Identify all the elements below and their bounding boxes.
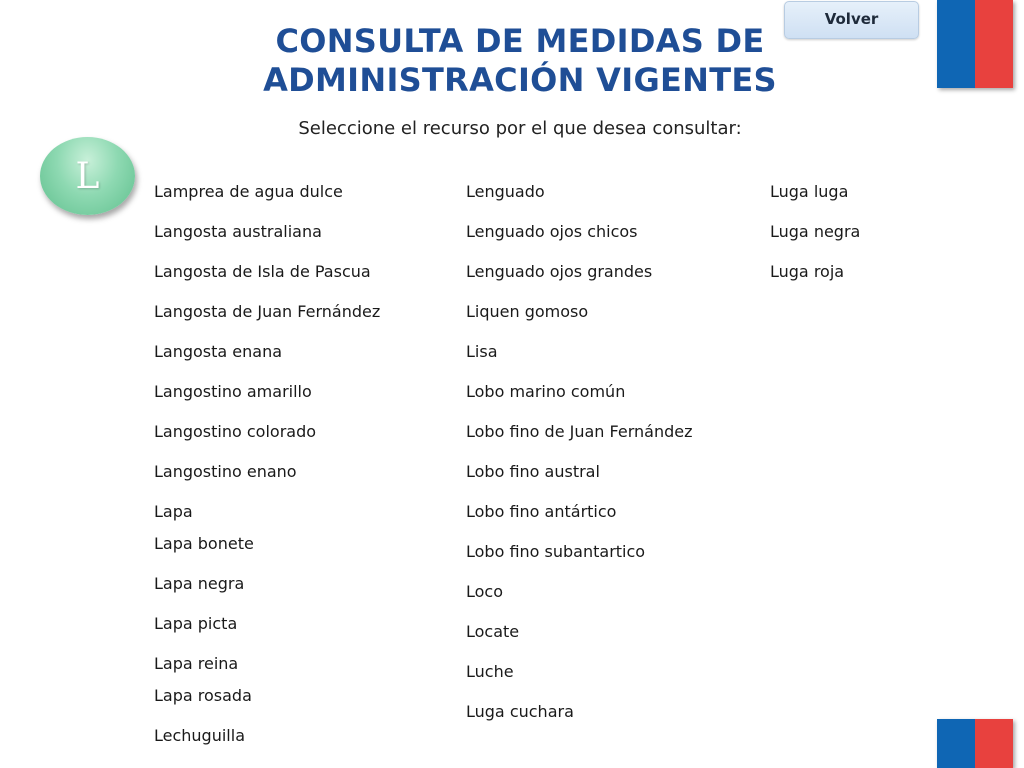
- resource-link[interactable]: Lobo fino antártico: [466, 502, 617, 521]
- resource-link[interactable]: Loco: [466, 582, 504, 601]
- resource-link[interactable]: Langosta enana: [154, 342, 283, 361]
- resource-link[interactable]: Langostino enano: [154, 462, 297, 481]
- page-title-line-1: CONSULTA DE MEDIDAS DE: [275, 22, 765, 60]
- flag-blue-stripe: [937, 719, 975, 768]
- resource-link[interactable]: Luche: [466, 662, 514, 681]
- resource-link[interactable]: Langostino colorado: [154, 422, 317, 441]
- resource-link[interactable]: Lobo fino de Juan Fernández: [466, 422, 693, 441]
- resource-link[interactable]: Langosta de Juan Fernández: [154, 302, 381, 321]
- resource-link[interactable]: Luga luga: [770, 182, 849, 201]
- resource-link[interactable]: Lapa rosada: [154, 686, 252, 705]
- letter-badge: L: [40, 137, 135, 215]
- resource-link[interactable]: Lapa negra: [154, 574, 245, 593]
- resource-link[interactable]: Luga cuchara: [466, 702, 574, 721]
- resource-link[interactable]: Luga roja: [770, 262, 845, 281]
- page-title-line-2: ADMINISTRACIÓN VIGENTES: [263, 61, 777, 99]
- resource-link[interactable]: Lapa: [154, 502, 193, 521]
- resource-link[interactable]: Lapa bonete: [154, 534, 254, 553]
- resource-link[interactable]: Lenguado ojos chicos: [466, 222, 638, 241]
- resource-link[interactable]: Lenguado ojos grandes: [466, 262, 653, 281]
- resource-link[interactable]: Langosta australiana: [154, 222, 322, 241]
- resource-link[interactable]: Lobo marino común: [466, 382, 626, 401]
- resource-link[interactable]: Langosta de Isla de Pascua: [154, 262, 371, 281]
- back-button[interactable]: Volver: [784, 1, 919, 39]
- resource-link[interactable]: Lechuguilla: [154, 726, 245, 745]
- resource-link[interactable]: Lapa picta: [154, 614, 238, 633]
- resource-link[interactable]: Liquen gomoso: [466, 302, 589, 321]
- resource-link[interactable]: Lobo fino austral: [466, 462, 600, 481]
- page-subtitle: Seleccione el recurso por el que desea consultar:: [298, 118, 742, 139]
- chile-flag-bottom-decoration: [937, 719, 1013, 768]
- resource-link[interactable]: Lobo fino subantartico: [466, 542, 646, 561]
- resource-link[interactable]: Lamprea de agua dulce: [154, 182, 343, 201]
- flag-red-stripe: [975, 0, 1013, 88]
- resource-link[interactable]: Lapa reina: [154, 654, 239, 673]
- resource-link[interactable]: Luga negra: [770, 222, 861, 241]
- resource-link[interactable]: Langostino amarillo: [154, 382, 312, 401]
- flag-blue-stripe: [937, 0, 975, 88]
- flag-red-stripe: [975, 719, 1013, 768]
- resource-link[interactable]: Locate: [466, 622, 520, 641]
- resource-link[interactable]: Lenguado: [466, 182, 545, 201]
- chile-flag-top-decoration: [937, 0, 1013, 88]
- resource-link[interactable]: Lisa: [466, 342, 498, 361]
- page-title: [200, 22, 840, 100]
